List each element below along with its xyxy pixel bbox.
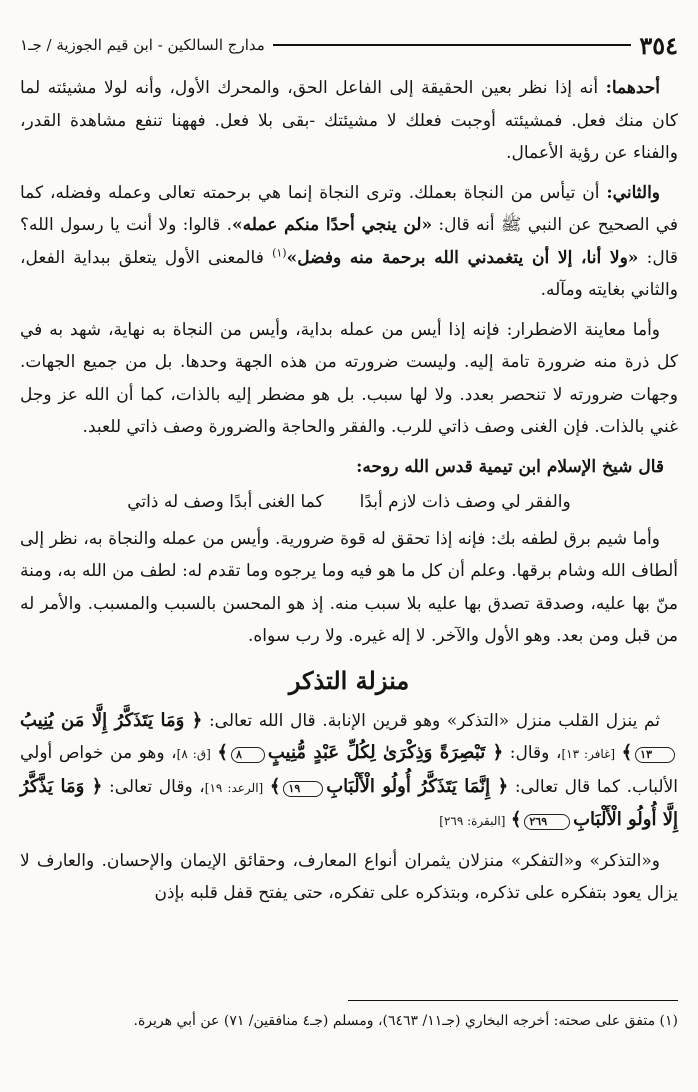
header-rule [273,44,632,46]
paragraph-second-aspect [20,177,678,307]
running-head: مدارج السالكين - ابن قيم الجوزية / جـ١ [20,36,265,54]
quran-verse: ﴿ تَبْصِرَةً وَذِكْرَىٰ لِكُلِّ عَبْدٍ مُّنِيبٍ [267,742,504,763]
quran-verse: ﴿ إِنَّمَا يَتَذَكَّرُ أُولُو الْأَلْبَابِ [326,775,509,797]
paragraph-lead: أحدهما: [605,78,660,98]
footnote-rule [348,1000,678,1001]
paragraph-text: ، وقال: [509,743,562,763]
paragraph-text: ، وهو من خواص أولي الألباب. كما قال تعالى: [20,743,678,797]
paragraph-text: أنه إذا نظر بعين الحقيقة إلى الفاعل الحق، والمحرك الأول، وأنه لولا مشيئته لما كان منك فعل. فمشيئته أوجبت فعلك لا مشيئتك -بقى بلا فعل. فههنا تنفع مشاهدة القدر، والفناء عن رؤية الأعمال. [20,78,678,163]
quran-verse: ﴿ وَمَا يَذَّكَّرُ إِلَّا أُولُو الْأَلْبَابِ [20,775,678,830]
paragraph-reflection [20,845,678,910]
paragraph-necessity [20,314,678,444]
page-number: ٣٥٤ [639,30,678,60]
paragraph-first-aspect [20,72,678,170]
paragraph-text: . قالوا: ولا أنت يا رسول الله؟ قال: [20,215,679,268]
verse-reference: [ق: ٨] [176,747,211,761]
hadith-quote: «لن ينجي أحدًا منكم عمله» [232,215,433,235]
page-header [20,30,678,60]
paragraph-remembrance [20,705,678,838]
verse-reference: [الرعد: ١٩] [204,780,264,795]
paragraph-grace [20,523,678,653]
verse-reference: [غافر: ١٣] [561,747,616,761]
quran-verse: ﴿ وَمَا يَتَذَكَّرُ إِلَّا مَن يُنِيبُ [20,709,203,731]
paragraph-text: وأما شيم برق لطفه بك: فإنه إذا تحقق له قوة ضرورية. وأيس من عمله والنجاة به، نظر إلى ألطاف الله وشام برقها. وعلم أن كل ما هو فيه وما يرجوه وما تقدم له: لطف من الله به، ومنة منّ بها عليه، وصدقة تصدق بها عليه بلا سبب منه. إذ هو المحسن بالسبب والمسبب. والأمر له من قبل ومن بعد. وهو الأول والآخر. لا إله غيره. ولا رب سواه. [20,528,678,646]
quran-bracket: ﴾ [510,809,522,830]
footnote-marker: (١) [272,245,287,259]
verse-intro: قال شيخ الإسلام ابن تيمية قدس الله روحه: [356,456,664,477]
section-title: منزلة التذكر [288,665,410,695]
verse-hemistich-1: والفقر لي وصف ذات لازم أبدًا [359,491,571,512]
paragraph-text: فالمعنى الأول يتعلق ببداية الفعل، والثاني بغايته ومآله. [20,247,678,300]
hadith-quote: «ولا أنا، إلا أن يتغمدني الله برحمة منه وفضل» [286,247,639,268]
quran-bracket: ﴾ [269,775,281,797]
quran-bracket: ﴾ [217,742,228,763]
paragraph-text: وأما معاينة الاضطرار: فإنه إذا أيس من عمله بداية، وأيس من النجاة به نهاية، شهد به في كل ذرة منه ضرورة تامة إليه. وليست ضرورته من هذه الجهة وحدها. بل من جميع الجهات. وجهات ضرورته لا تنحصر بعدد. ولا لها سبب. بل هو مضطر إليه بالذات، كما أن الله عز وجل غني بالذات. فإن الغنى وصف ذاتي للرب. والفقر والحاجة والضرورة وصف ذاتي للعبد. [20,319,678,437]
page-body [20,72,678,917]
footnote: (١) متفق على صحته: أخرجه البخاري (جـ١١/ ٦٤٦٣)، ومسلم (جـ٤ منافقين/ ٧١) عن أبي هريرة. [133,1013,678,1029]
verse-number: ٨ [231,747,265,763]
paragraph-text: و«التذكر» و«التفكر» منزلان يثمران أنواع المعارف، وحقائق الإيمان والإحسان. والعارف لا يزال يعود بتفكره على تذكره، وبتذكره على تفكره، حتى يفتح قفل قلبه بإذن [20,850,678,903]
verse-reference: [البقرة: ٢٦٩] [439,814,506,828]
paragraph-text: ثم ينزل القلب منزل «التذكر» وهو قرين الإنابة. قال الله تعالى: [208,710,661,731]
verse-hemistich-2: كما الغنى أبدًا وصف له ذاتي [127,491,324,512]
verse-number: ١٣ [635,747,675,763]
poem-verse [20,485,678,519]
paragraph-text: ، وقال تعالى: [108,776,205,797]
verse-number: ٢٦٩ [524,814,570,830]
verse-number: ١٩ [283,781,323,797]
quran-bracket: ﴾ [621,742,633,763]
paragraph-text: أن تيأس من النجاة بعملك. وترى النجاة إنما هي برحمته تعالى وعمله وفضله، كما في الصحيح عن النبي ﷺ أنه قال: [20,182,678,235]
paragraph-lead: والثاني: [606,182,661,203]
